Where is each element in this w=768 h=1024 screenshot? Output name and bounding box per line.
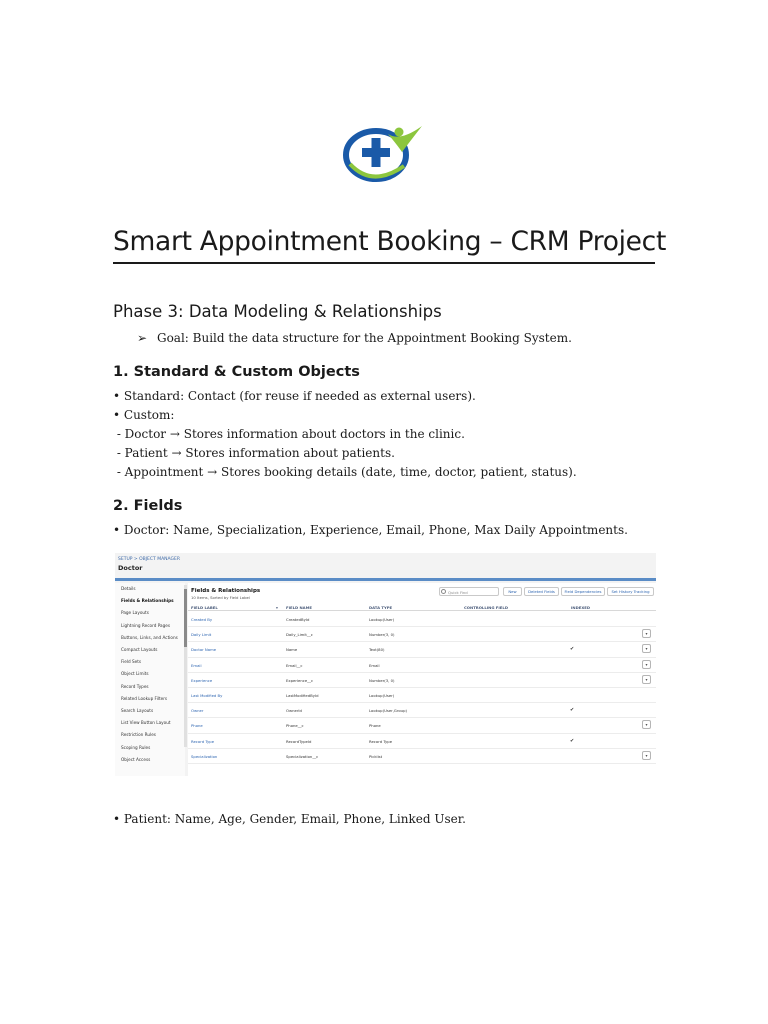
sidebar-item[interactable]: Restriction Rules <box>121 732 156 738</box>
field-data-type: Lookup(User) <box>369 693 395 698</box>
sidebar-item[interactable]: Fields & Relationships <box>121 598 174 604</box>
row-divider <box>188 733 656 734</box>
field-api-name: Experience__c <box>286 677 314 683</box>
indexed-check-icon: ✔ <box>570 737 575 744</box>
row-divider <box>188 687 656 688</box>
panel-subtitle: 10 Items, Sorted by Field Label <box>191 595 250 600</box>
row-divider <box>188 748 656 749</box>
sidebar-item[interactable]: Field Sets <box>121 659 142 665</box>
field-api-name: Name <box>286 647 298 653</box>
field-data-type: Number(3, 0) <box>369 677 395 683</box>
breadcrumb[interactable]: SETUP > OBJECT MANAGER <box>118 557 180 562</box>
row-divider <box>188 702 656 703</box>
field-label-link[interactable]: Daily Limit <box>191 632 212 638</box>
row-divider <box>188 657 656 658</box>
row-actions-dropdown[interactable]: ▾ <box>642 751 651 760</box>
row-divider <box>188 641 656 642</box>
field-data-type: Picklist <box>369 753 383 759</box>
search-icon <box>441 589 446 594</box>
field-api-name: OwnerId <box>286 708 302 714</box>
screenshot-header <box>115 553 656 577</box>
sidebar-item[interactable]: Scoping Rules <box>121 744 151 750</box>
field-label-link[interactable]: Phone <box>191 723 203 729</box>
medical-cross-logo <box>342 122 426 184</box>
column-header-field-name[interactable]: FIELD NAME <box>286 605 312 610</box>
goal-line <box>137 331 572 345</box>
header-divider <box>188 610 656 611</box>
field-label-link[interactable]: Email <box>191 662 202 668</box>
sidebar-item[interactable]: Details <box>121 586 136 591</box>
arrow-bullet-icon: ➢ <box>137 331 148 345</box>
goal-text: Goal: Build the data structure for the Appointment Booking System. <box>157 331 572 345</box>
sidebar-item[interactable]: Search Layouts <box>121 708 154 713</box>
sidebar-scroll-thumb[interactable] <box>184 589 187 647</box>
field-data-type: Lookup(User,Group) <box>369 708 407 714</box>
section-heading-objects: 1. Standard & Custom Objects <box>113 364 360 380</box>
column-header-controlling-field[interactable]: CONTROLLING FIELD <box>464 605 508 610</box>
objects-line: • Custom: <box>113 408 175 422</box>
indexed-check-icon: ✔ <box>570 707 575 714</box>
field-label-link[interactable]: Specialization <box>191 753 218 759</box>
field-data-type: Text(80) <box>369 647 385 653</box>
objects-line: - Patient → Stores information about patients. <box>113 446 395 460</box>
column-header-data-type[interactable]: DATA TYPE <box>369 605 393 610</box>
field-api-name: Specialization__c <box>286 753 319 759</box>
field-data-type: Email <box>369 662 380 668</box>
sidebar-item[interactable]: Related Lookup Filters <box>121 695 168 701</box>
field-data-type: Number(3, 0) <box>369 632 395 638</box>
field-data-type: Lookup(User) <box>369 617 395 622</box>
sidebar-item[interactable]: Lightning Record Pages <box>121 622 171 628</box>
column-header-indexed[interactable]: INDEXED <box>571 605 591 610</box>
sort-indicator-icon[interactable]: ▾ <box>276 605 278 610</box>
field-api-name: Daily_Limit__c <box>286 632 313 638</box>
panel-title: Fields & Relationships <box>191 588 261 594</box>
row-divider <box>188 763 656 764</box>
sidebar-item[interactable]: List View Button Layout <box>121 720 171 726</box>
fields-panel <box>188 583 656 776</box>
objects-line: - Appointment → Stores booking details (date, time, doctor, patient, status). <box>113 465 577 479</box>
set-history-tracking-button[interactable]: Set History Tracking <box>607 587 654 596</box>
sidebar-item[interactable]: Object Access <box>121 756 151 762</box>
field-dependencies-button[interactable]: Field Dependencies <box>561 587 605 596</box>
row-divider <box>188 672 656 673</box>
indexed-check-icon: ✔ <box>570 646 575 653</box>
object-title: Doctor <box>118 564 143 572</box>
field-label-link[interactable]: Created By <box>191 617 213 622</box>
object-sidebar <box>115 583 185 776</box>
row-actions-dropdown[interactable]: ▾ <box>642 660 651 669</box>
objects-line: - Doctor → Stores information about doctors in the clinic. <box>113 427 465 441</box>
sidebar-item[interactable]: Record Types <box>121 683 149 689</box>
patient-fields-line: • Patient: Name, Age, Gender, Email, Phone, Linked User. <box>113 812 466 826</box>
document-title: Smart Appointment Booking – CRM Project <box>113 224 655 264</box>
field-api-name: CreatedById <box>286 617 310 622</box>
field-label-link[interactable]: Last Modified By <box>191 693 223 698</box>
field-label-link[interactable]: Owner <box>191 708 204 714</box>
sidebar-item[interactable]: Compact Layouts <box>121 647 158 652</box>
column-header-field-label[interactable]: FIELD LABEL <box>191 605 218 610</box>
field-api-name: RecordTypeId <box>286 738 312 744</box>
field-data-type: Record Type <box>369 738 393 744</box>
section-heading-fields: 2. Fields <box>113 498 183 514</box>
row-actions-dropdown[interactable]: ▾ <box>642 675 651 684</box>
row-actions-dropdown[interactable]: ▾ <box>642 644 651 653</box>
row-divider <box>188 717 656 718</box>
field-label-link[interactable]: Doctor Name <box>191 647 217 653</box>
sidebar-item[interactable]: Page Layouts <box>121 610 149 616</box>
row-actions-dropdown[interactable]: ▾ <box>642 629 651 638</box>
deleted-fields-button[interactable]: Deleted Fields <box>524 587 559 596</box>
quick-find-input[interactable]: Quick Find <box>439 587 499 596</box>
doctor-fields-line: • Doctor: Name, Specialization, Experience, Email, Phone, Max Daily Appointments. <box>113 523 628 537</box>
new-button[interactable]: New <box>503 587 522 596</box>
phase-heading: Phase 3: Data Modeling & Relationships <box>113 302 442 321</box>
field-api-name: Email__c <box>286 662 303 668</box>
field-label-link[interactable]: Experience <box>191 677 213 683</box>
sidebar-item[interactable]: Object Limits <box>121 671 149 677</box>
field-api-name: LastModifiedById <box>286 693 319 698</box>
field-api-name: Phone__c <box>286 723 304 729</box>
header-accent-bar <box>115 578 656 581</box>
field-data-type: Phone <box>369 723 381 729</box>
row-actions-dropdown[interactable]: ▾ <box>642 720 651 729</box>
row-divider <box>188 626 656 627</box>
sidebar-item[interactable]: Buttons, Links, and Actions <box>121 634 178 640</box>
object-manager-screenshot <box>115 553 656 776</box>
field-label-link[interactable]: Record Type <box>191 738 215 744</box>
objects-line: • Standard: Contact (for reuse if needed as external users). <box>113 389 476 403</box>
